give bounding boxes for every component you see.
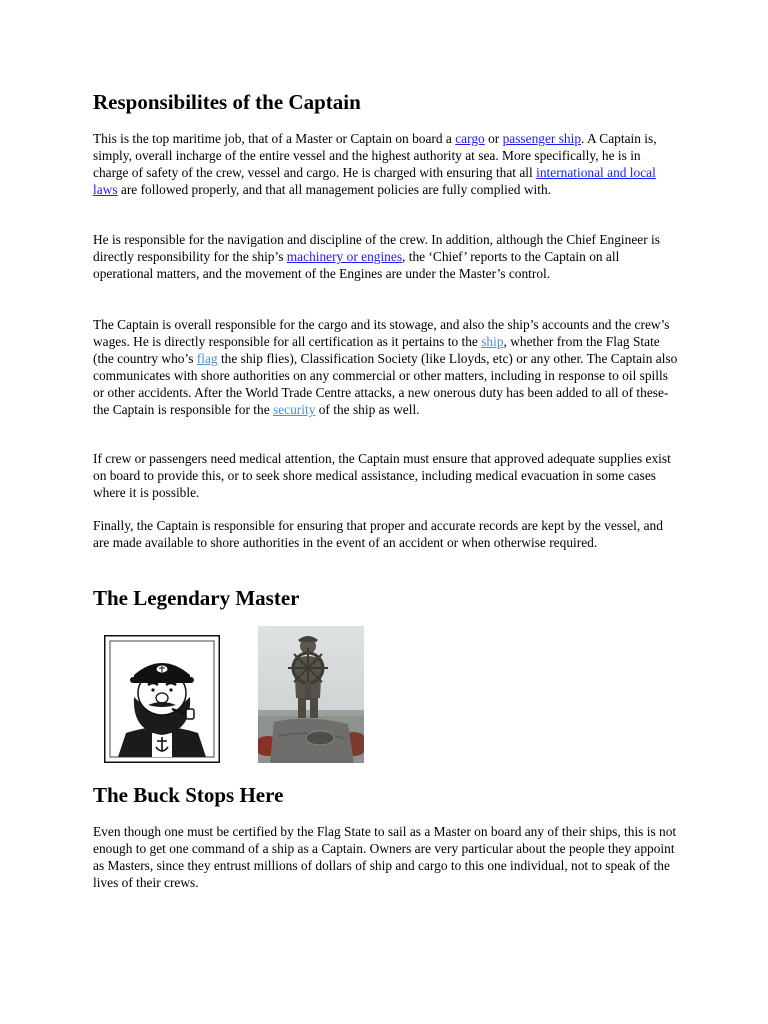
paragraph-text: If crew or passengers need medical attention, the Captain must ensure that approved adequate supplies exist on board to provide this, or to seek shore medical assistance, including medical evacuation in some cases where it is possible.: [93, 451, 671, 500]
inline-link[interactable]: machinery or engines: [286, 249, 403, 264]
heading-responsibilities: Responsibilites of the Captain: [93, 90, 361, 114]
paragraph-text: are followed properly, and that all management policies are fully complied with.: [117, 182, 551, 197]
heading-buck-stops-here: The Buck Stops Here: [93, 783, 284, 807]
paragraph: [93, 316, 678, 418]
paragraph-text: , whether from the Flag State (the country who’s: [93, 334, 660, 366]
paragraph-text: . A Captain is, simply, overall incharge of the entire vessel and the highest authority at sea. More specifically, he is in charge of safety of the crew, vessel and cargo. He is charged with ensuring that all: [93, 131, 657, 180]
paragraph-text: He is responsible for the navigation and discipline of the crew. In addition, although the Chief Engineer is directly responsibility for the ship’s: [93, 232, 660, 264]
paragraph-text: , the ‘Chief’ reports to the Captain on all operational matters, and the movement of the Engines are under the Master’s control.: [93, 249, 620, 281]
paragraph-text: or: [484, 131, 503, 146]
heading-legendary-master: The Legendary Master: [93, 586, 300, 610]
captain-cartoon-image: [104, 635, 220, 763]
paragraph-text: The Captain is overall responsible for the cargo and its stowage, and also the ship’s accounts and the crew’s wages. He is directly responsible for all certification as it pertains to the: [93, 317, 670, 349]
image-row: [104, 626, 364, 766]
inline-link[interactable]: passenger ship: [502, 131, 582, 146]
paragraph: [93, 450, 678, 501]
paragraph-text: the ship flies), Classification Society (like Lloyds, etc) or any other. The Captain also communicates with shore authorities on any commercial or other matters, including in response to oil spills or other accidents. After the World Trade Centre attacks, a new onerous duty has been added to all of these- the Captain is responsible for the: [93, 351, 678, 417]
inline-link[interactable]: ship: [481, 334, 504, 349]
paragraph: [93, 130, 678, 198]
paragraph: [93, 517, 678, 551]
inline-link[interactable]: security: [273, 402, 316, 417]
inline-link[interactable]: international and local laws: [93, 165, 656, 197]
paragraph-text: Finally, the Captain is responsible for ensuring that proper and accurate records are kept by the vessel, and are made available to shore authorities in the event of an accident or when otherwise required.: [93, 518, 663, 550]
paragraph: [93, 823, 678, 891]
paragraph-text: of the ship as well.: [315, 402, 420, 417]
paragraph-text: Even though one must be certified by the Flag State to sail as a Master on board any of their ships, this is not enough to get one command of a ship as a Captain. Owners are very particular about the people they appoint as Masters, since they entrust millions of dollars of ship and cargo to this one individual, not to speak of the lives of their crews.: [93, 824, 677, 890]
captain-statue-photo: [258, 626, 364, 763]
inline-link[interactable]: cargo: [455, 131, 485, 146]
paragraph: [93, 231, 678, 282]
paragraph-text: This is the top maritime job, that of a Master or Captain on board a: [93, 131, 456, 146]
inline-link[interactable]: flag: [196, 351, 218, 366]
